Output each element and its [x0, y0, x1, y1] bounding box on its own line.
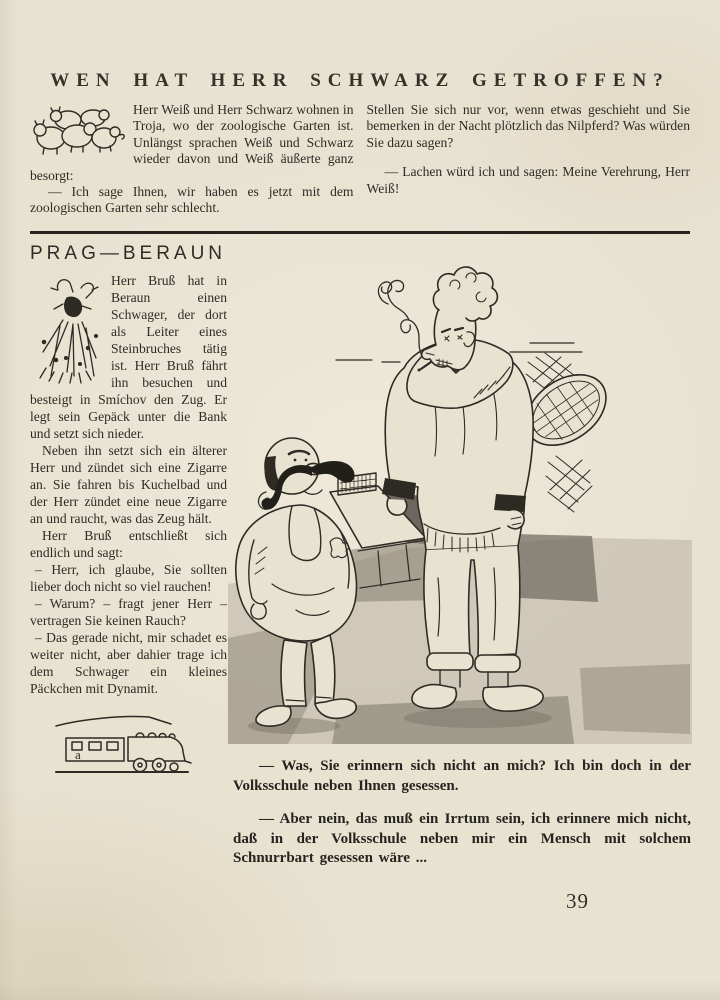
page-title: WEN HAT HERR SCHWARZ GETROFFEN? [50, 70, 670, 91]
main-article-column [30, 243, 227, 773]
section-divider-rule [30, 231, 690, 234]
paragraph-dialogue: – Das gerade nicht, mir schadet es weiter nicht, aber dahier trage ich dem Schwager ein kleines Päckchen mit Dynamit. [30, 630, 227, 696]
paragraph: Herr Bruß entschließt sich endlich und sagt: [30, 528, 227, 560]
top-article-left-column [30, 102, 354, 217]
train-illustration [52, 711, 192, 773]
paragraph: Stellen Sie sich nur vor, wenn etwas geschieht und Sie bemerken in der Nacht plötzlich das Nilpferd? Was würden Sie dazu sagen? [366, 102, 690, 150]
caption-line: — Was, Sie erinnern sich nicht an mich? Ich bin doch in der Volksschule neben Ihnen gesessen. [233, 758, 691, 794]
top-article-right-column [367, 102, 691, 217]
paragraph-dialogue: – Herr, ich glaube, Sie sollten lieber doch nicht so viel rauchen! [30, 562, 227, 594]
top-article [30, 102, 690, 217]
paragraph: Herr Bruß hat in Beraun einen Schwager, der dort als Leiter eines Steinbruches tätig ist. Herr Bruß fährt ihn besuchen und besteigt in Smíchov den Zug. Er legt sein Gepäck unter die Bank und setzt sich nieder. [30, 273, 227, 441]
cartoon-illustration [228, 248, 692, 744]
paragraph-dialogue: — Ich sage Ihnen, wir haben es jetzt mit dem zoologischen Garten sehr schlecht. [30, 184, 354, 216]
caption-line: — Aber nein, das muß ein Irrtum sein, ich erinnere mich nicht, daß in der Volksschule neben mir ein Mensch mit solchem Schnurrbart gesessen wäre ... [233, 811, 691, 866]
paragraph: Herr Weiß und Herr Schwarz wohnen in Troja, wo der zoologische Garten ist. Unlängst sprachen Weiß und Schwarz wieder davon und Weiß äußerte ganz besorgt: [30, 102, 354, 183]
cartoon-caption [233, 757, 691, 869]
pigs-illustration [30, 103, 126, 157]
page-number: 39 [566, 889, 589, 913]
paragraph-dialogue: – Warum? – fragt jener Herr – vertragen Sie keinen Rauch? [30, 596, 227, 628]
train-letter: a [75, 747, 81, 762]
section-title: PRAG—BERAUN [30, 243, 227, 264]
paragraph-dialogue: — Lachen würd ich und sagen: Meine Verehrung, Herr Weiß! [366, 164, 690, 196]
explosion-illustration [30, 274, 104, 386]
paragraph: Neben ihn setzt sich ein älterer Herr und zündet sich eine Zigarre an. Sie fahren bis Kuchelbad und der Herr zündet eine neue Zigarre an und raucht, was das Zeug hält. [30, 443, 227, 526]
